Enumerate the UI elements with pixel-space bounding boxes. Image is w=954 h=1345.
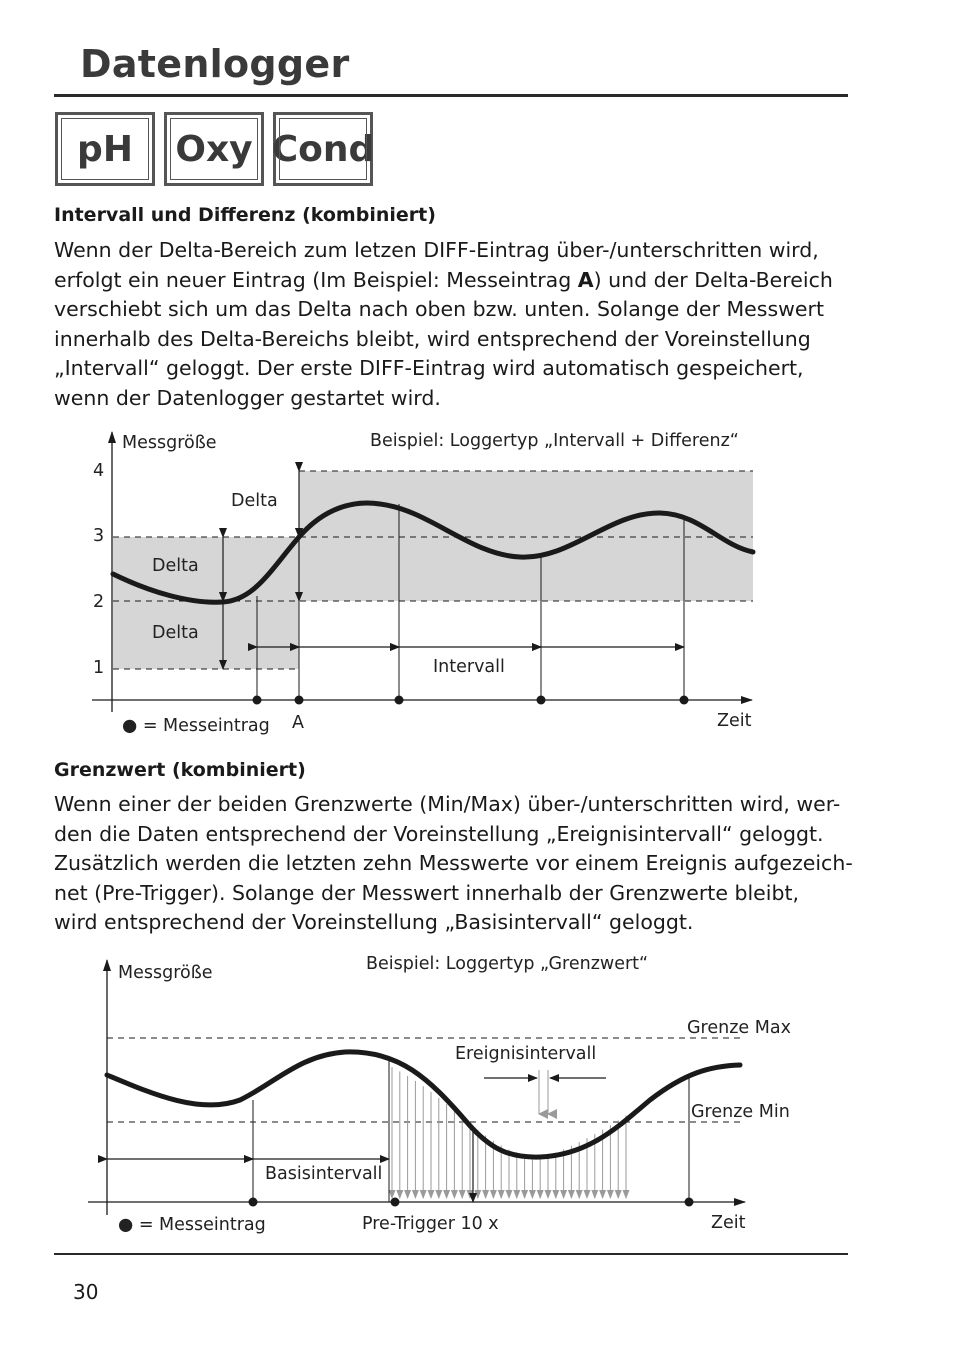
event-log-arrowhead [552, 1190, 559, 1199]
event-log-arrowhead [521, 1190, 528, 1199]
base-interval-label: Basisintervall [265, 1164, 383, 1184]
delta-label: Delta [152, 623, 199, 643]
event-log-arrowhead [591, 1190, 598, 1199]
entry-dot [295, 696, 304, 705]
point-a-label: A [292, 713, 304, 733]
interval-label: Intervall [433, 657, 505, 677]
entry-dot [395, 696, 404, 705]
event-log-arrowhead [537, 1190, 544, 1199]
event-log-arrowhead [474, 1190, 481, 1199]
limit-max-label: Grenze Max [687, 1018, 791, 1038]
event-log-arrowhead [568, 1190, 575, 1199]
tag-ph: pH [55, 112, 155, 186]
y-axis-label: Messgröße [122, 433, 217, 453]
y-axis-label: Messgröße [118, 963, 213, 983]
event-log-arrowhead [443, 1190, 450, 1199]
event-log-arrowhead [459, 1190, 466, 1199]
entry-dot [391, 1198, 400, 1207]
event-log-arrowhead [420, 1190, 427, 1199]
event-log-arrowhead [490, 1190, 497, 1199]
event-log-arrowhead [482, 1190, 489, 1199]
section2-heading: Grenzwert (kombiniert) [54, 759, 306, 781]
event-log-arrowhead [396, 1190, 403, 1199]
event-log-arrowhead [560, 1190, 567, 1199]
event-log-arrowhead [576, 1190, 583, 1199]
event-log-arrowhead [599, 1190, 606, 1199]
section2-paragraph: Wenn einer der beiden Grenzwerte (Min/Max) über-/unterschritten wird, wer- den die Daten entsprechend der Voreinstellung „Ereignisintervall“ geloggt. Zusätzlich werden die letzten zehn Messwerte vor einem Ereignis aufgezeich- net (Pre-Trigger). Solange der Messwert innerhalb der Grenzwerte bleibt, wird entsprechend der Voreinstellung „Basisintervall“ geloggt. [54, 792, 853, 934]
event-interval-label: Ereignisintervall [455, 1044, 597, 1064]
entry-dot [685, 1198, 694, 1207]
event-log-arrowhead [428, 1190, 435, 1199]
event-log-arrowhead [451, 1190, 458, 1199]
entry-dot [537, 696, 546, 705]
pretrigger-label: Pre-Trigger 10 x [362, 1214, 499, 1234]
event-log-arrowhead [412, 1190, 419, 1199]
y-tick: 4 [93, 461, 105, 481]
section1-paragraph: Wenn der Delta-Bereich zum letzen DIFF-Eintrag über-/unterschritten wird, erfolgt ein neuer Eintrag (Im Beispiel: Messeintrag A) und der Delta-Bereich verschiebt sich um das Delta nach oben bzw. unten. Solange der Messwert innerhalb des Delta-Bereichs bleibt, wird entsprechend der Voreinstellung „Intervall“ geloggt. Der erste DIFF-Eintrag wird automatisch gespeichert, wenn der Datenlogger gestartet wird. [54, 238, 833, 410]
page-number: 30 [73, 1280, 99, 1304]
event-log-arrowhead [498, 1190, 505, 1199]
diagram-limit [88, 954, 791, 1235]
event-log-arrowhead [529, 1190, 536, 1199]
event-log-arrowhead [404, 1190, 411, 1199]
y-tick: 1 [93, 658, 105, 678]
x-axis-label: Zeit [717, 711, 752, 731]
event-log-arrowhead [615, 1190, 622, 1199]
tag-oxy: Oxy [164, 112, 264, 186]
entry-dot [680, 696, 689, 705]
diagram-caption: Beispiel: Loggertyp „Intervall + Differenz“ [370, 431, 739, 451]
tag-cond: Cond [273, 112, 373, 186]
footer-rule [54, 1253, 848, 1255]
event-log-arrowhead [435, 1190, 442, 1199]
event-log-arrowhead [584, 1190, 591, 1199]
y-tick: 2 [93, 592, 105, 612]
x-axis-label: Zeit [711, 1213, 746, 1233]
section1-heading: Intervall und Differenz (kombiniert) [54, 204, 436, 226]
diagram-caption: Beispiel: Loggertyp „Grenzwert“ [366, 954, 649, 974]
legend-entry: ● = Messeintrag [118, 1215, 266, 1235]
event-log-arrowhead [623, 1190, 630, 1199]
entry-dot [253, 696, 262, 705]
entry-dot [249, 1198, 258, 1207]
page-title: Datenlogger [80, 42, 350, 86]
event-log-arrowhead [506, 1190, 513, 1199]
delta-label: Delta [152, 556, 199, 576]
y-tick: 3 [93, 526, 105, 546]
event-log-arrowhead [545, 1190, 552, 1199]
limit-min-label: Grenze Min [691, 1102, 790, 1122]
event-log-arrowhead [607, 1190, 614, 1199]
legend-entry: ● = Messeintrag [122, 716, 270, 736]
delta-label: Delta [231, 491, 278, 511]
delta-band-shifted [299, 471, 753, 601]
event-log-arrowhead [513, 1190, 520, 1199]
